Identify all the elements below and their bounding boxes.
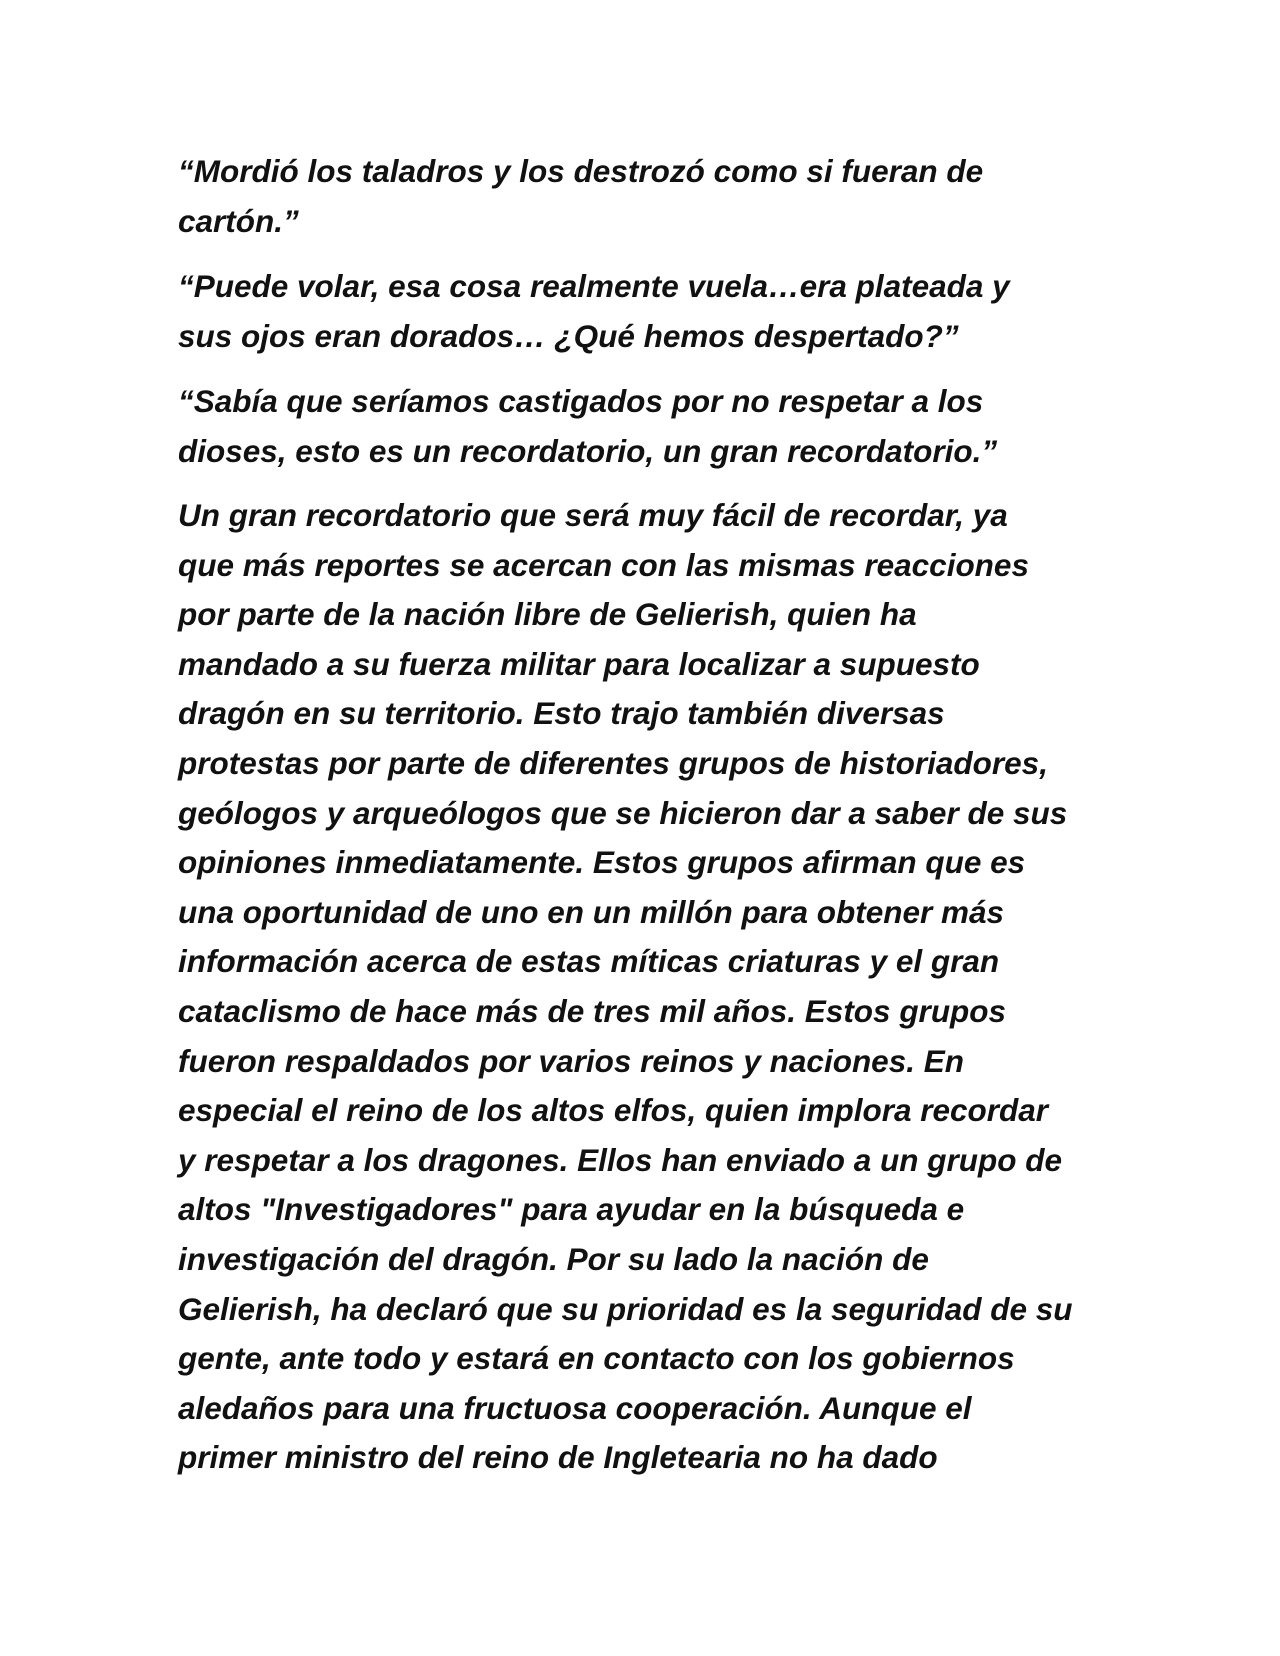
text-line: que más reportes se acercan con las mismas reacciones	[178, 546, 1029, 583]
text-line: “Puede volar, esa cosa realmente vuela…era plateada y	[178, 268, 1010, 304]
text-line: dioses, esto es un recordatorio, un gran recordatorio.”	[178, 433, 998, 469]
body-paragraph	[178, 491, 1098, 1483]
text-line: protestas por parte de diferentes grupos de historiadores,	[178, 744, 1048, 781]
text-line: cartón.”	[178, 203, 299, 239]
text-line: “Sabía que seríamos castigados por no respetar a los	[178, 383, 984, 419]
text-line: Un gran recordatorio que será muy fácil de recordar, ya	[178, 497, 1008, 533]
text-line: “Mordió los taladros y los destrozó como si fueran de	[178, 153, 984, 189]
text-line: gente, ante todo y estará en contacto con los gobiernos	[178, 1340, 1015, 1377]
quote-3	[178, 376, 1098, 476]
text-line: primer ministro del reino de Ingletearia no ha dado	[178, 1439, 938, 1476]
text-line: aledaños para una fructuosa cooperación. Aunque el	[178, 1389, 972, 1426]
text-line: y respetar a los dragones. Ellos han enviado a un grupo de	[178, 1141, 1062, 1178]
text-line: una oportunidad de uno en un millón para obtener más	[178, 893, 1005, 930]
text-line: información acerca de estas míticas criaturas y el gran	[178, 943, 1000, 980]
text-line: altos "Investigadores" para ayudar en la búsqueda e	[178, 1191, 965, 1228]
text-line: fueron respaldados por varios reinos y naciones. En	[178, 1042, 964, 1079]
text-line: por parte de la nación libre de Gelierish, quien ha	[178, 596, 917, 633]
text-line: dragón en su territorio. Esto trajo también diversas	[178, 695, 945, 732]
text-line: sus ojos eran dorados… ¿Qué hemos despertado?”	[178, 318, 959, 354]
text-line: especial el reino de los altos elfos, quien implora recordar	[178, 1092, 1049, 1129]
text-line: Gelierish, ha declaró que su prioridad es la seguridad de su	[178, 1290, 1073, 1327]
text-line: opiniones inmediatamente. Estos grupos afirman que es	[178, 844, 1026, 881]
text-line: investigación del dragón. Por su lado la nación de	[178, 1240, 929, 1277]
quote-1	[178, 146, 1098, 246]
text-line: geólogos y arqueólogos que se hicieron dar a saber de sus	[178, 794, 1068, 831]
text-block	[178, 146, 1098, 1483]
text-line: mandado a su fuerza militar para localizar a supuesto	[178, 645, 980, 682]
quote-2	[178, 261, 1098, 361]
text-line: cataclismo de hace más de tres mil años. Estos grupos	[178, 992, 1007, 1029]
